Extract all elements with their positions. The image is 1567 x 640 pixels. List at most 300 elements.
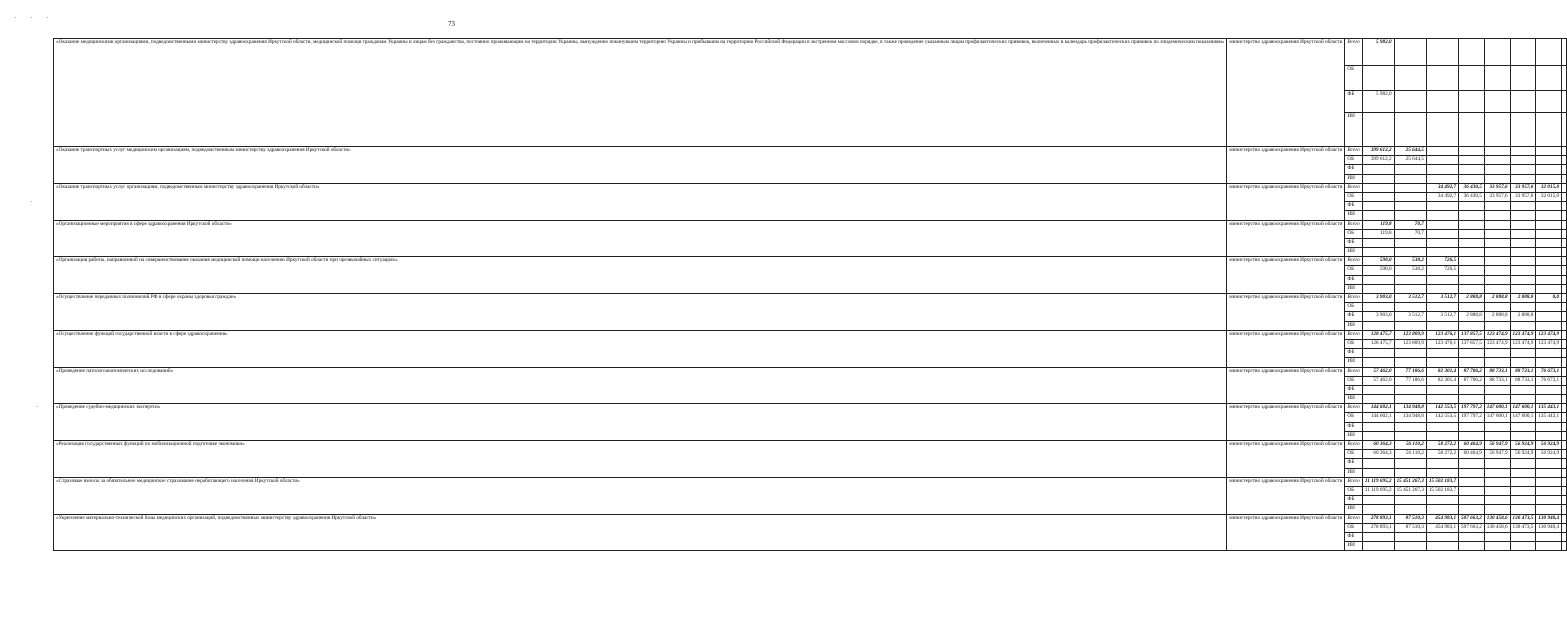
amount-cell	[1536, 321, 1562, 330]
amount-cell: 77 186,6	[1394, 376, 1426, 385]
amount-cell: 11 119 695,2	[1362, 477, 1394, 486]
amount-cell	[1459, 505, 1485, 514]
amount-cell	[1484, 220, 1510, 229]
amount-cell	[1426, 174, 1458, 183]
amount-cell	[1362, 303, 1394, 312]
budget-table	[53, 38, 1567, 551]
amount-cell	[1484, 303, 1510, 312]
amount-cell: 3 512,7	[1426, 312, 1458, 321]
amount-cell	[1362, 238, 1394, 247]
amount-cell	[1459, 358, 1485, 367]
amount-cell: 36 430,5	[1459, 192, 1485, 201]
amount-cell: 144 602,1	[1362, 413, 1394, 422]
amount-cell	[1562, 147, 1567, 156]
page-number: 73	[448, 20, 455, 28]
amount-cell: 56 924,9	[1536, 441, 1562, 450]
amount-cell	[1562, 39, 1567, 66]
amount-cell	[1562, 248, 1567, 257]
amount-cell	[1484, 275, 1510, 284]
amount-cell: 134 948,8	[1394, 413, 1426, 422]
amount-cell	[1484, 257, 1510, 266]
amount-cell	[1562, 542, 1567, 551]
amount-cell	[1459, 422, 1485, 431]
amount-cell: 60 364,3	[1362, 441, 1394, 450]
executor-cell: министерство здравоохранения Иркутской области	[1227, 39, 1345, 147]
amount-cell: 142 553,5	[1426, 413, 1458, 422]
amount-cell	[1459, 266, 1485, 275]
amount-cell	[1536, 422, 1562, 431]
amount-cell	[1562, 339, 1567, 348]
table-row	[54, 294, 1567, 303]
amount-cell: 147 600,1	[1484, 413, 1510, 422]
amount-cell	[1562, 450, 1567, 459]
amount-cell	[1536, 459, 1562, 468]
table-row	[54, 257, 1567, 266]
amount-cell	[1426, 229, 1458, 238]
event-name-cell: «Организационные мероприятия в сфере здравоохранения Иркутской области»	[54, 220, 1227, 257]
funding-source-cell: ФБ	[1345, 275, 1362, 284]
executor-cell: министерство здравоохранения Иркутской области	[1227, 183, 1345, 220]
funding-source-cell: ФБ	[1345, 422, 1362, 431]
amount-cell	[1562, 413, 1567, 422]
amount-cell	[1426, 431, 1458, 440]
amount-cell: 123 809,9	[1394, 339, 1426, 348]
funding-source-cell: ФБ	[1345, 165, 1362, 174]
amount-cell: 87 510,3	[1394, 514, 1426, 523]
amount-cell	[1510, 422, 1536, 431]
amount-cell	[1362, 165, 1394, 174]
amount-cell: 726,5	[1426, 266, 1458, 275]
amount-cell: 2 888,8	[1484, 294, 1510, 303]
amount-cell: 598,0	[1362, 257, 1394, 266]
event-name-cell: «Укрепление материально-технической базы медицинских организаций, подведомственных министерству здравоохранения Иркутской области»	[54, 514, 1227, 551]
amount-cell	[1426, 532, 1458, 541]
event-name-cell: «Проведение судебно-медицинских экспертиз»	[54, 404, 1227, 441]
amount-cell	[1510, 284, 1536, 293]
amount-cell	[1362, 284, 1394, 293]
amount-cell: 2 888,8	[1484, 312, 1510, 321]
amount-cell	[1510, 349, 1536, 358]
amount-cell	[1562, 441, 1567, 450]
amount-cell	[1510, 165, 1536, 174]
amount-cell	[1562, 229, 1567, 238]
amount-cell	[1562, 459, 1567, 468]
amount-cell	[1562, 284, 1567, 293]
amount-cell	[1362, 349, 1394, 358]
table-row	[54, 404, 1567, 413]
amount-cell	[1394, 532, 1426, 541]
amount-cell	[1459, 248, 1485, 257]
funding-source-cell: ИИ	[1345, 358, 1362, 367]
amount-cell: 123 809,9	[1394, 330, 1426, 339]
amount-cell: 3 512,7	[1394, 312, 1426, 321]
table-row	[54, 183, 1567, 192]
amount-cell	[1562, 312, 1567, 321]
amount-cell	[1562, 496, 1567, 505]
amount-cell	[1484, 486, 1510, 495]
amount-cell	[1562, 468, 1567, 477]
amount-cell	[1362, 183, 1394, 192]
amount-cell	[1394, 238, 1426, 247]
amount-cell	[1536, 385, 1562, 394]
funding-source-cell: ОБ	[1345, 192, 1362, 201]
amount-cell	[1510, 303, 1536, 312]
amount-cell	[1484, 248, 1510, 257]
amount-cell: 454 983,1	[1426, 523, 1458, 532]
amount-cell	[1459, 284, 1485, 293]
amount-cell: 130 940,4	[1536, 514, 1562, 523]
amount-cell	[1562, 395, 1567, 404]
table-row	[54, 330, 1567, 339]
funding-source-cell: ФБ	[1345, 385, 1362, 394]
amount-cell	[1394, 183, 1426, 192]
amount-cell	[1394, 349, 1426, 358]
amount-cell: 87 706,2	[1459, 376, 1485, 385]
amount-cell	[1536, 202, 1562, 211]
amount-cell	[1562, 486, 1567, 495]
amount-cell	[1562, 321, 1567, 330]
amount-cell	[1394, 39, 1426, 66]
amount-cell	[1394, 505, 1426, 514]
amount-cell: 128 475,7	[1362, 339, 1394, 348]
amount-cell: 123 474,9	[1510, 330, 1536, 339]
table-row	[54, 477, 1567, 486]
amount-cell: 137 857,5	[1459, 339, 1485, 348]
amount-cell	[1562, 156, 1567, 165]
amount-cell	[1459, 275, 1485, 284]
amount-cell	[1394, 211, 1426, 220]
amount-cell	[1510, 211, 1536, 220]
amount-cell	[1459, 496, 1485, 505]
amount-cell	[1426, 385, 1458, 394]
amount-cell	[1536, 312, 1562, 321]
funding-source-cell: ОБ	[1345, 413, 1362, 422]
amount-cell	[1562, 376, 1567, 385]
amount-cell	[1510, 257, 1536, 266]
amount-cell	[1562, 257, 1567, 266]
amount-cell	[1394, 248, 1426, 257]
amount-cell	[1459, 39, 1485, 66]
amount-cell	[1562, 349, 1567, 358]
amount-cell	[1426, 303, 1458, 312]
amount-cell	[1484, 505, 1510, 514]
amount-cell	[1484, 349, 1510, 358]
amount-cell: 147 600,1	[1510, 404, 1536, 413]
amount-cell	[1536, 496, 1562, 505]
funding-source-cell: ИИ	[1345, 113, 1362, 147]
funding-source-cell: ИИ	[1345, 211, 1362, 220]
amount-cell	[1562, 367, 1567, 376]
amount-cell	[1459, 113, 1485, 147]
funding-source-cell: ФБ	[1345, 91, 1362, 113]
amount-cell: 88 733,1	[1484, 376, 1510, 385]
amount-cell	[1536, 431, 1562, 440]
amount-cell: 130 458,6	[1484, 523, 1510, 532]
amount-cell	[1562, 174, 1567, 183]
funding-source-cell: Всего	[1345, 367, 1362, 376]
amount-cell: 34 492,7	[1426, 183, 1458, 192]
amount-cell	[1394, 91, 1426, 113]
amount-cell	[1562, 238, 1567, 247]
funding-source-cell: ИИ	[1345, 395, 1362, 404]
amount-cell: 25 644,5	[1394, 156, 1426, 165]
amount-cell	[1510, 174, 1536, 183]
funding-source-cell: ФБ	[1345, 532, 1362, 541]
amount-cell	[1510, 156, 1536, 165]
amount-cell: 33 957,6	[1484, 192, 1510, 201]
funding-source-cell: ФБ	[1345, 496, 1362, 505]
amount-cell: 2 888,8	[1510, 312, 1536, 321]
amount-cell	[1510, 220, 1536, 229]
executor-cell: министерство здравоохранения Иркутской области	[1227, 514, 1345, 551]
amount-cell: 3 903,0	[1362, 294, 1394, 303]
funding-source-cell: Всего	[1345, 330, 1362, 339]
amount-cell	[1459, 220, 1485, 229]
amount-cell	[1394, 385, 1426, 394]
funding-source-cell: ИИ	[1345, 174, 1362, 183]
funding-source-cell: Всего	[1345, 514, 1362, 523]
amount-cell	[1459, 229, 1485, 238]
amount-cell	[1510, 266, 1536, 275]
scan-mark: ·	[30, 198, 33, 206]
amount-cell	[1536, 266, 1562, 275]
executor-cell: министерство здравоохранения Иркутской области	[1227, 441, 1345, 478]
amount-cell: 56 110,2	[1394, 450, 1426, 459]
funding-source-cell: Всего	[1345, 147, 1362, 156]
amount-cell: 278 893,1	[1362, 523, 1394, 532]
amount-cell	[1484, 496, 1510, 505]
executor-cell: министерство здравоохранения Иркутской области	[1227, 257, 1345, 294]
amount-cell	[1362, 505, 1394, 514]
funding-source-cell: ФБ	[1345, 349, 1362, 358]
amount-cell	[1459, 303, 1485, 312]
funding-source-cell: Всего	[1345, 477, 1362, 486]
amount-cell	[1459, 486, 1485, 495]
amount-cell: 58 272,2	[1426, 441, 1458, 450]
amount-cell	[1394, 174, 1426, 183]
amount-cell: 33 957,6	[1510, 183, 1536, 192]
amount-cell	[1426, 542, 1458, 551]
amount-cell	[1394, 303, 1426, 312]
amount-cell	[1562, 275, 1567, 284]
amount-cell	[1536, 39, 1562, 66]
amount-cell	[1562, 192, 1567, 201]
table-row	[54, 441, 1567, 450]
amount-cell: 82 301,4	[1426, 367, 1458, 376]
amount-cell	[1536, 275, 1562, 284]
amount-cell	[1484, 532, 1510, 541]
amount-cell: 507 663,2	[1459, 514, 1485, 523]
amount-cell: 57 462,0	[1362, 367, 1394, 376]
amount-cell	[1562, 523, 1567, 532]
amount-cell: 56 110,2	[1394, 441, 1426, 450]
amount-cell	[1459, 385, 1485, 394]
amount-cell	[1562, 404, 1567, 413]
amount-cell	[1536, 542, 1562, 551]
amount-cell	[1484, 147, 1510, 156]
amount-cell	[1484, 113, 1510, 147]
amount-cell	[1484, 202, 1510, 211]
amount-cell	[1536, 248, 1562, 257]
amount-cell: 130 458,6	[1484, 514, 1510, 523]
amount-cell	[1426, 211, 1458, 220]
amount-cell	[1426, 505, 1458, 514]
amount-cell: 15 451 267,3	[1394, 486, 1426, 495]
amount-cell	[1536, 349, 1562, 358]
amount-cell: 147 600,1	[1510, 413, 1536, 422]
amount-cell	[1536, 303, 1562, 312]
amount-cell: 538,2	[1394, 266, 1426, 275]
amount-cell	[1562, 91, 1567, 113]
amount-cell	[1484, 459, 1510, 468]
amount-cell	[1459, 202, 1485, 211]
funding-source-cell: ИИ	[1345, 431, 1362, 440]
event-name-cell: «Реализация государственных функций по мобилизационной подготовке экономики»	[54, 441, 1227, 478]
amount-cell: 399 612,2	[1362, 156, 1394, 165]
amount-cell	[1484, 477, 1510, 486]
amount-cell	[1510, 385, 1536, 394]
amount-cell	[1562, 505, 1567, 514]
amount-cell	[1562, 514, 1567, 523]
amount-cell	[1394, 358, 1426, 367]
amount-cell	[1562, 183, 1567, 192]
amount-cell: 32 015,0	[1536, 192, 1562, 201]
amount-cell	[1459, 238, 1485, 247]
amount-cell: 278 893,1	[1362, 514, 1394, 523]
executor-cell: министерство здравоохранения Иркутской области	[1227, 367, 1345, 404]
funding-source-cell: ОБ	[1345, 376, 1362, 385]
amount-cell	[1510, 358, 1536, 367]
amount-cell	[1459, 156, 1485, 165]
amount-cell: 56 947,9	[1484, 450, 1510, 459]
event-name-cell: «Оказание транспортных услуг организациям, подведомственным министерству здравоохранения Иркутской области»	[54, 183, 1227, 220]
amount-cell	[1394, 275, 1426, 284]
amount-cell	[1536, 156, 1562, 165]
amount-cell	[1394, 542, 1426, 551]
amount-cell: 88 733,1	[1484, 367, 1510, 376]
funding-source-cell: ИИ	[1345, 248, 1362, 257]
funding-source-cell: ОБ	[1345, 339, 1362, 348]
amount-cell: 87 510,3	[1394, 523, 1426, 532]
event-name-cell: «Организация работы, направленной на совершенствование оказания медицинской помощи населению Иркутской области при чрезвычайных ситуациях»	[54, 257, 1227, 294]
amount-cell	[1536, 66, 1562, 91]
executor-cell: министерство здравоохранения Иркутской области	[1227, 404, 1345, 441]
amount-cell	[1510, 468, 1536, 477]
amount-cell	[1362, 358, 1394, 367]
amount-cell	[1362, 532, 1394, 541]
amount-cell	[1459, 66, 1485, 91]
amount-cell	[1459, 211, 1485, 220]
amount-cell	[1426, 496, 1458, 505]
amount-cell	[1536, 505, 1562, 514]
amount-cell: 119,8	[1362, 229, 1394, 238]
amount-cell	[1536, 532, 1562, 541]
amount-cell	[1362, 321, 1394, 330]
amount-cell	[1536, 147, 1562, 156]
amount-cell	[1484, 156, 1510, 165]
amount-cell	[1426, 66, 1458, 91]
amount-cell: 399 612,2	[1362, 147, 1394, 156]
amount-cell: 135 443,1	[1536, 404, 1562, 413]
event-name-cell: «Оказание транспортных услуг медицинским организациям, подведомственным министерству здравоохранения Иркутской области»	[54, 147, 1227, 184]
amount-cell: 123 474,9	[1536, 339, 1562, 348]
amount-cell	[1536, 284, 1562, 293]
table-row	[54, 220, 1567, 229]
funding-source-cell: ОБ	[1345, 450, 1362, 459]
amount-cell	[1459, 91, 1485, 113]
amount-cell	[1536, 174, 1562, 183]
amount-cell	[1484, 468, 1510, 477]
amount-cell	[1362, 113, 1394, 147]
funding-source-cell: ОБ	[1345, 486, 1362, 495]
amount-cell: 130 473,5	[1510, 514, 1536, 523]
amount-cell	[1536, 165, 1562, 174]
amount-cell: 137 857,5	[1459, 330, 1485, 339]
funding-source-cell: Всего	[1345, 39, 1362, 66]
amount-cell	[1394, 113, 1426, 147]
amount-cell	[1459, 431, 1485, 440]
amount-cell	[1362, 192, 1394, 201]
amount-cell	[1426, 39, 1458, 66]
amount-cell: 15 502 183,7	[1426, 477, 1458, 486]
funding-source-cell: ОБ	[1345, 266, 1362, 275]
amount-cell	[1426, 113, 1458, 147]
amount-cell: 123 474,9	[1484, 330, 1510, 339]
amount-cell	[1426, 321, 1458, 330]
amount-cell: 60 364,3	[1362, 450, 1394, 459]
amount-cell	[1510, 431, 1536, 440]
table-row	[54, 514, 1567, 523]
amount-cell	[1459, 147, 1485, 156]
amount-cell	[1510, 113, 1536, 147]
amount-cell	[1562, 113, 1567, 147]
amount-cell: 130 473,5	[1510, 523, 1536, 532]
amount-cell: 88 733,1	[1510, 367, 1536, 376]
amount-cell	[1362, 202, 1394, 211]
amount-cell	[1459, 257, 1485, 266]
amount-cell	[1510, 91, 1536, 113]
funding-source-cell: ИИ	[1345, 284, 1362, 293]
amount-cell	[1536, 211, 1562, 220]
table-row	[54, 39, 1567, 66]
amount-cell	[1510, 66, 1536, 91]
amount-cell: 134 948,8	[1394, 404, 1426, 413]
amount-cell	[1459, 165, 1485, 174]
event-name-cell: «Осуществление функций государственной власти в сфере здравоохранения»	[54, 330, 1227, 367]
amount-cell	[1562, 422, 1567, 431]
amount-cell	[1426, 165, 1458, 174]
amount-cell	[1426, 156, 1458, 165]
amount-cell: 2 888,8	[1459, 312, 1485, 321]
amount-cell	[1484, 211, 1510, 220]
amount-cell	[1484, 174, 1510, 183]
amount-cell	[1394, 459, 1426, 468]
table-row	[54, 147, 1567, 156]
amount-cell	[1426, 248, 1458, 257]
amount-cell: 36 430,5	[1459, 183, 1485, 192]
amount-cell	[1484, 229, 1510, 238]
amount-cell: 726,5	[1426, 257, 1458, 266]
funding-source-cell: ОБ	[1345, 523, 1362, 532]
amount-cell	[1510, 202, 1536, 211]
amount-cell: 123 474,9	[1536, 330, 1562, 339]
amount-cell	[1562, 330, 1567, 339]
amount-cell	[1426, 284, 1458, 293]
funding-source-cell: ИИ	[1345, 468, 1362, 477]
amount-cell: 56 947,9	[1484, 441, 1510, 450]
amount-cell	[1362, 275, 1394, 284]
amount-cell	[1562, 358, 1567, 367]
